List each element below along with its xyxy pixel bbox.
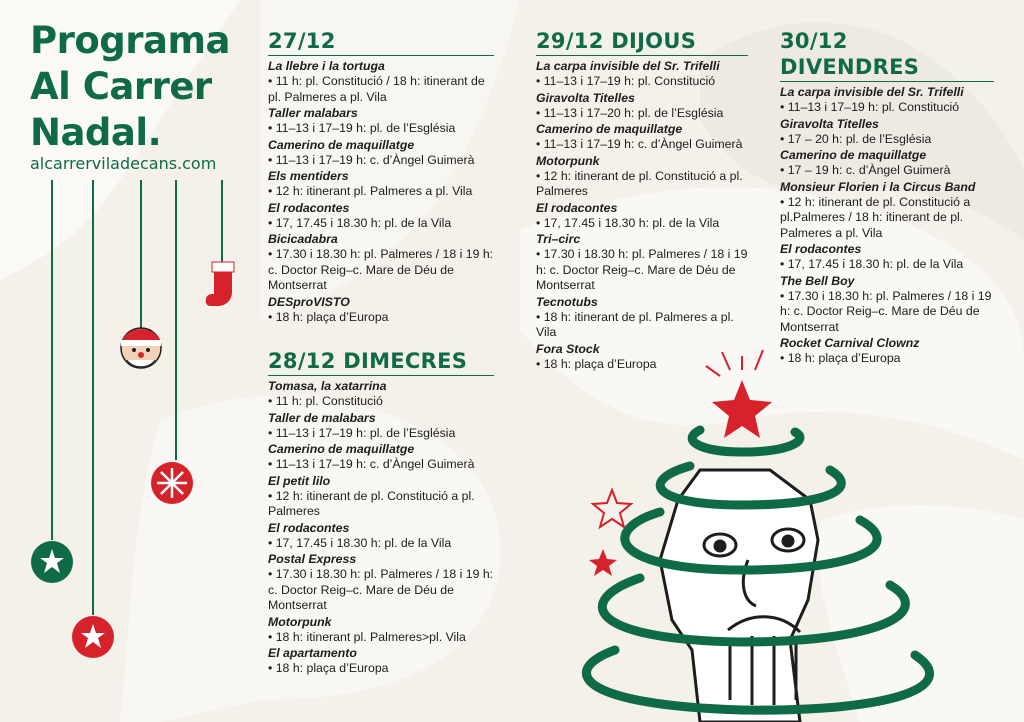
event-detail: • 18 h: itinerant pl. Palmeres>pl. Vila (268, 629, 466, 644)
day-heading: 27/12 (268, 28, 494, 56)
event-item (268, 58, 494, 105)
event-name: Monsieur Florien i la Circus Band (780, 179, 976, 194)
event-name: El petit lilo (268, 473, 331, 488)
event-name: Camerino de maquillatge (268, 442, 415, 456)
event-item (536, 294, 748, 341)
event-item (268, 520, 494, 552)
event-item (780, 179, 994, 242)
event-item (268, 294, 494, 326)
event-name: Tecnotubs (536, 294, 598, 309)
event-name: Camerino de maquillatge (536, 122, 683, 136)
event-name: El rodacontes (268, 200, 350, 215)
event-detail: • 18 h: plaça d’Europa (780, 351, 901, 365)
event-detail: • 17, 17.45 i 18.30 h: pl. de la Vila (536, 215, 720, 230)
event-item (268, 231, 494, 294)
event-name: Giravolta Titelles (536, 90, 635, 105)
event-item (268, 410, 494, 442)
stocking-ornament-icon (206, 262, 234, 306)
event-name: Fora Stock (536, 341, 600, 356)
event-detail: • 18 h: plaça d’Europa (268, 661, 389, 675)
event-item (536, 121, 748, 153)
event-detail: • 17, 17.45 i 18.30 h: pl. de la Vila (780, 257, 964, 271)
event-name: El rodacontes (536, 200, 618, 215)
event-detail: • 17.30 i 18.30 h: pl. Palmeres / 18 i 19 h: c. Doctor Reig–c. Mare de Déu de Montserrat (780, 288, 992, 334)
event-item (780, 147, 994, 179)
snowflake-ornament-icon (151, 462, 193, 504)
event-name: Motorpunk (268, 614, 332, 629)
event-item (536, 58, 748, 90)
event-name: Motorpunk (536, 153, 600, 168)
event-detail: • 11 h: pl. Constitució (268, 394, 383, 408)
day-heading: 29/12 DIJOUS (536, 28, 748, 56)
day-30-column (780, 28, 994, 367)
event-name: Taller malabars (268, 106, 358, 120)
event-detail: • 18 h: plaça d’Europa (268, 309, 389, 324)
event-detail: • 18 h: itinerant de pl. Palmeres a pl. Vila (536, 309, 734, 339)
event-item (268, 105, 494, 137)
event-name: La carpa invisible del Sr. Trifelli (536, 59, 720, 73)
event-detail: • 11–13 i 17–19 h: pl. Constitució (536, 74, 716, 88)
event-item (536, 341, 748, 373)
event-detail: • 11–13 i 17–19 h: c. d’Àngel Guimerà (536, 137, 743, 151)
event-detail: • 17 – 20 h: pl. de l’Església (780, 131, 932, 146)
event-name: Camerino de maquillatge (780, 148, 927, 162)
event-item (780, 241, 994, 273)
event-item (268, 200, 494, 232)
event-name: DESproVISTO (268, 294, 350, 309)
event-detail: • 12 h: itinerant de pl. Constitució a pl. Palmeres (268, 488, 475, 518)
event-item (780, 116, 994, 148)
event-name: El rodacontes (268, 520, 350, 535)
event-detail: • 17 – 19 h: c. d’Àngel Guimerà (780, 163, 951, 177)
event-name: Bicicadabra (268, 232, 338, 246)
event-item (780, 335, 994, 367)
event-detail: • 11–13 i 17–20 h: pl. de l’Església (536, 105, 724, 120)
event-detail: • 17, 17.45 i 18.30 h: pl. de la Vila (268, 535, 452, 550)
event-item (268, 614, 494, 646)
event-name: Giravolta Titelles (780, 116, 879, 131)
event-name: Tri–circ (536, 232, 581, 246)
event-item (268, 645, 494, 677)
event-name: El apartamento (268, 646, 357, 660)
title-line-3: Nadal. (30, 111, 162, 154)
event-name: El rodacontes (780, 242, 862, 256)
day-28-column (268, 348, 494, 677)
event-detail: • 11–13 i 17–19 h: pl. Constitució (780, 100, 960, 114)
event-name: The Bell Boy (780, 273, 855, 288)
event-detail: • 17.30 i 18.30 h: pl. Palmeres / 18 i 19 h: c. Doctor Reig–c. Mare de Déu de Montserrat (268, 567, 494, 612)
day-29-column (536, 28, 748, 372)
red-star-ornament-icon (72, 616, 114, 658)
event-name: Els mentiders (268, 169, 349, 183)
title-line-1: Programa (30, 19, 231, 62)
event-item (268, 473, 494, 520)
event-item (268, 551, 494, 614)
day-heading: 30/12 DIVENDRES (780, 28, 994, 82)
event-detail: • 11–13 i 17–19 h: c. d’Àngel Guimerà (268, 457, 475, 471)
event-item (536, 90, 748, 122)
event-detail: • 11–13 i 17–19 h: pl. de l’Església (268, 425, 456, 440)
title-line-2: Al Carrer (30, 65, 212, 108)
event-item (268, 137, 494, 169)
event-item (780, 84, 994, 116)
event-detail: • 12 h: itinerant de pl. Constitució a pl. Palmeres (536, 168, 743, 198)
event-detail: • 12 h: itinerant pl. Palmeres a pl. Vila (268, 184, 473, 198)
event-detail: • 11–13 i 17–19 h: pl. de l’Església (268, 121, 456, 135)
event-detail: • 17.30 i 18.30 h: pl. Palmeres / 18 i 19 h: c. Doctor Reig–c. Mare de Déu de Montserrat (536, 247, 748, 292)
event-name: Tomasa, la xatarrina (268, 379, 387, 393)
event-detail: • 17, 17.45 i 18.30 h: pl. de la Vila (268, 215, 452, 230)
event-detail: • 18 h: plaça d’Europa (536, 356, 657, 371)
green-star-ornament-icon (31, 541, 73, 583)
event-item (536, 200, 748, 232)
event-item (268, 168, 494, 200)
santa-ornament-icon (121, 328, 161, 368)
event-name: Camerino de maquillatge (268, 137, 415, 152)
hanging-ornaments (0, 0, 260, 722)
event-name: La carpa invisible del Sr. Trifelli (780, 85, 964, 99)
event-item (780, 273, 994, 336)
event-detail: • 17.30 i 18.30 h: pl. Palmeres / 18 i 19 h: c. Doctor Reig–c. Mare de Déu de Montserrat (268, 247, 494, 292)
event-item (536, 153, 748, 200)
event-detail: • 11 h: pl. Constitució / 18 h: itinerant de pl. Palmeres a pl. Vila (268, 74, 485, 104)
event-item (536, 231, 748, 294)
event-name: La llebre i la tortuga (268, 59, 385, 73)
event-detail: • 11–13 i 17–19 h: c. d’Àngel Guimerà (268, 152, 475, 167)
event-name: Rocket Carnival Clownz (780, 336, 920, 350)
event-name: Postal Express (268, 552, 357, 566)
day-heading: 28/12 DIMECRES (268, 348, 494, 376)
event-item (268, 441, 494, 473)
website-url[interactable]: alcarrerviladecans.com (30, 154, 217, 173)
day-27-column (268, 28, 494, 325)
event-detail: • 12 h: itinerant de pl. Constitució a pl.Palmeres / 18 h: itinerant de pl. Palmeres a pl. Vila (780, 194, 971, 240)
event-item (268, 378, 494, 410)
event-name: Taller de malabars (268, 410, 376, 425)
